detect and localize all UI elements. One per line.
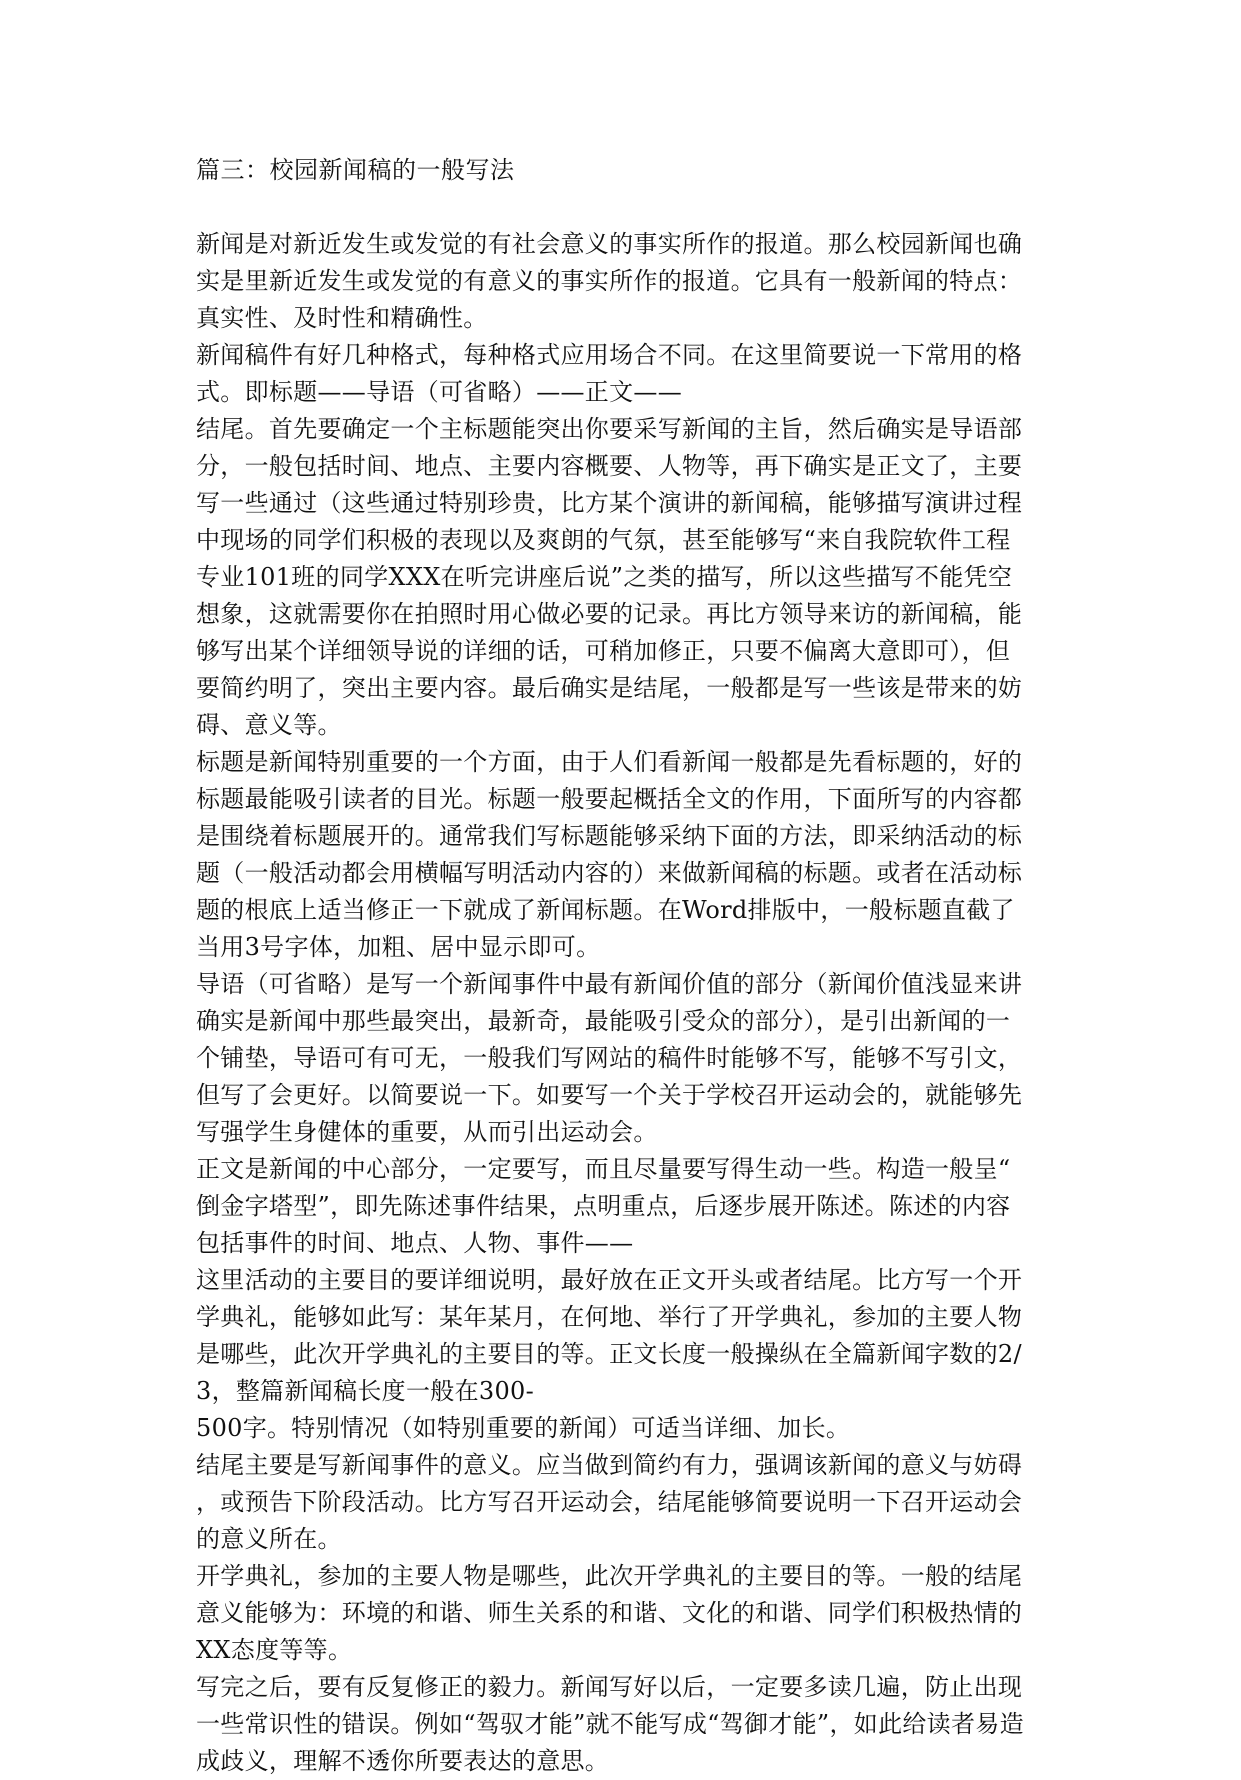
text-line: 结尾主要是写新闻事件的意义。应当做到简约有力，强调该新闻的意义与妨碍	[196, 1451, 1023, 1479]
paragraph	[196, 226, 1056, 337]
text-line: 个铺垫，导语可有可无，一般我们写网站的稿件时能够不写，能够不写引文，	[196, 1044, 1023, 1072]
text-line: 新闻稿件有好几种格式，每种格式应用场合不同。在这里简要说一下常用的格	[196, 341, 1023, 369]
text-line: 倒金字塔型”，即先陈述事件结果，点明重点，后逐步展开陈述。陈述的内容	[196, 1192, 1011, 1220]
text-line: 结尾。首先要确定一个主标题能突出你要采写新闻的主旨，然后确实是导语部	[196, 415, 1023, 443]
text-line: 要简约明了，突出主要内容。最后确实是结尾，一般都是写一些该是带来的妨	[196, 674, 1023, 702]
text-line: 但写了会更好。以简要说一下。如要写一个关于学校召开运动会的，就能够先	[196, 1081, 1023, 1109]
text-line: 写强学生身健体的重要，从而引出运动会。	[196, 1118, 658, 1146]
text-line: 意义能够为：环境的和谐、师生关系的和谐、文化的和谐、同学们积极热情的	[196, 1599, 1023, 1627]
text-line: 真实性、及时性和精确性。	[196, 304, 488, 332]
text-line: 够写出某个详细领导说的详细的话，可稍加修正，只要不偏离大意即可），但	[196, 637, 1011, 665]
text-line: 正文是新闻的中心部分，一定要写，而且尽量要写得生动一些。构造一般呈“	[196, 1155, 1011, 1183]
text-line: 题（一般活动都会用横幅写明活动内容的）来做新闻稿的标题。或者在活动标	[196, 859, 1023, 887]
paragraph	[196, 337, 1056, 744]
text-line: 包括事件的时间、地点、人物、事件——	[196, 1229, 634, 1257]
text-line: 500字。特别情况（如特别重要的新闻）可适当详细、加长。	[196, 1414, 851, 1442]
text-line: 这里活动的主要目的要详细说明，最好放在正文开头或者结尾。比方写一个开	[196, 1266, 1023, 1294]
text-line: 专业101班的同学XXX在听完讲座后说”之类的描写，所以这些描写不能凭空	[196, 563, 1013, 591]
text-line: 新闻是对新近发生或发觉的有社会意义的事实所作的报道。那么校园新闻也确	[196, 230, 1023, 258]
text-line: ，或预告下阶段活动。比方写召开运动会，结尾能够简要说明一下召开运动会	[196, 1488, 1023, 1516]
text-line: 是哪些，此次开学典礼的主要目的等。正文长度一般操纵在全篇新闻字数的2/	[196, 1340, 1022, 1368]
paragraph	[196, 1558, 1056, 1669]
text-line: 碍、意义等。	[196, 711, 342, 739]
text-line: 确实是新闻中那些最突出，最新奇，最能吸引受众的部分），是引出新闻的一	[196, 1007, 1011, 1035]
text-line: XX态度等等。	[196, 1636, 353, 1664]
text-line: 想象，这就需要你在拍照时用心做必要的记录。再比方领导来访的新闻稿，能	[196, 600, 1023, 628]
text-line: 标题是新闻特别重要的一个方面，由于人们看新闻一般都是先看标题的，好的	[196, 748, 1023, 776]
text-line: 一些常识性的错误。例如“驾驭才能”就不能写成“驾御才能”，如此给读者易造	[196, 1710, 1024, 1738]
text-line: 是围绕着标题展开的。通常我们写标题能够采纳下面的方法，即采纳活动的标	[196, 822, 1023, 850]
text-line: 中现场的同学们积极的表现以及爽朗的气氛，甚至能够写“来自我院软件工程	[196, 526, 1011, 554]
paragraph	[196, 1151, 1056, 1447]
text-line: 写一些通过（这些通过特别珍贵，比方某个演讲的新闻稿，能够描写演讲过程	[196, 489, 1023, 517]
paragraph	[196, 966, 1056, 1151]
text-line: 标题最能吸引读者的目光。标题一般要起概括全文的作用，下面所写的内容都	[196, 785, 1023, 813]
text-line: 题的根底上适当修正一下就成了新闻标题。在Word排版中，一般标题直截了	[196, 896, 1015, 924]
paragraph	[196, 1447, 1056, 1558]
document-title: 篇三：校园新闻稿的一般写法	[196, 156, 515, 184]
text-line: 开学典礼，参加的主要人物是哪些，此次开学典礼的主要目的等。一般的结尾	[196, 1562, 1023, 1590]
text-line: 写完之后，要有反复修正的毅力。新闻写好以后，一定要多读几遍，防止出现	[196, 1673, 1023, 1701]
text-line: 分，一般包括时间、地点、主要内容概要、人物等，再下确实是正文了，主要	[196, 452, 1023, 480]
paragraph-list	[196, 226, 1056, 1780]
text-line: 导语（可省略）是写一个新闻事件中最有新闻价值的部分（新闻价值浅显来讲	[196, 970, 1023, 998]
text-line: 学典礼，能够如此写：某年某月，在何地、举行了开学典礼，参加的主要人物	[196, 1303, 1023, 1331]
paragraph	[196, 744, 1056, 966]
text-line: 实是里新近发生或发觉的有意义的事实所作的报道。它具有一般新闻的特点：	[196, 267, 1023, 295]
text-line: 当用3号字体，加粗、居中显示即可。	[196, 933, 601, 961]
text-line: 式。即标题——导语（可省略）——正文——	[196, 378, 682, 406]
text-line: 的意义所在。	[196, 1525, 342, 1553]
text-line: 成歧义，理解不透你所要表达的意思。	[196, 1747, 610, 1775]
text-line: 3，整篇新闻稿长度一般在300-	[196, 1377, 534, 1405]
document-body	[196, 152, 1056, 1780]
paragraph	[196, 1669, 1056, 1780]
